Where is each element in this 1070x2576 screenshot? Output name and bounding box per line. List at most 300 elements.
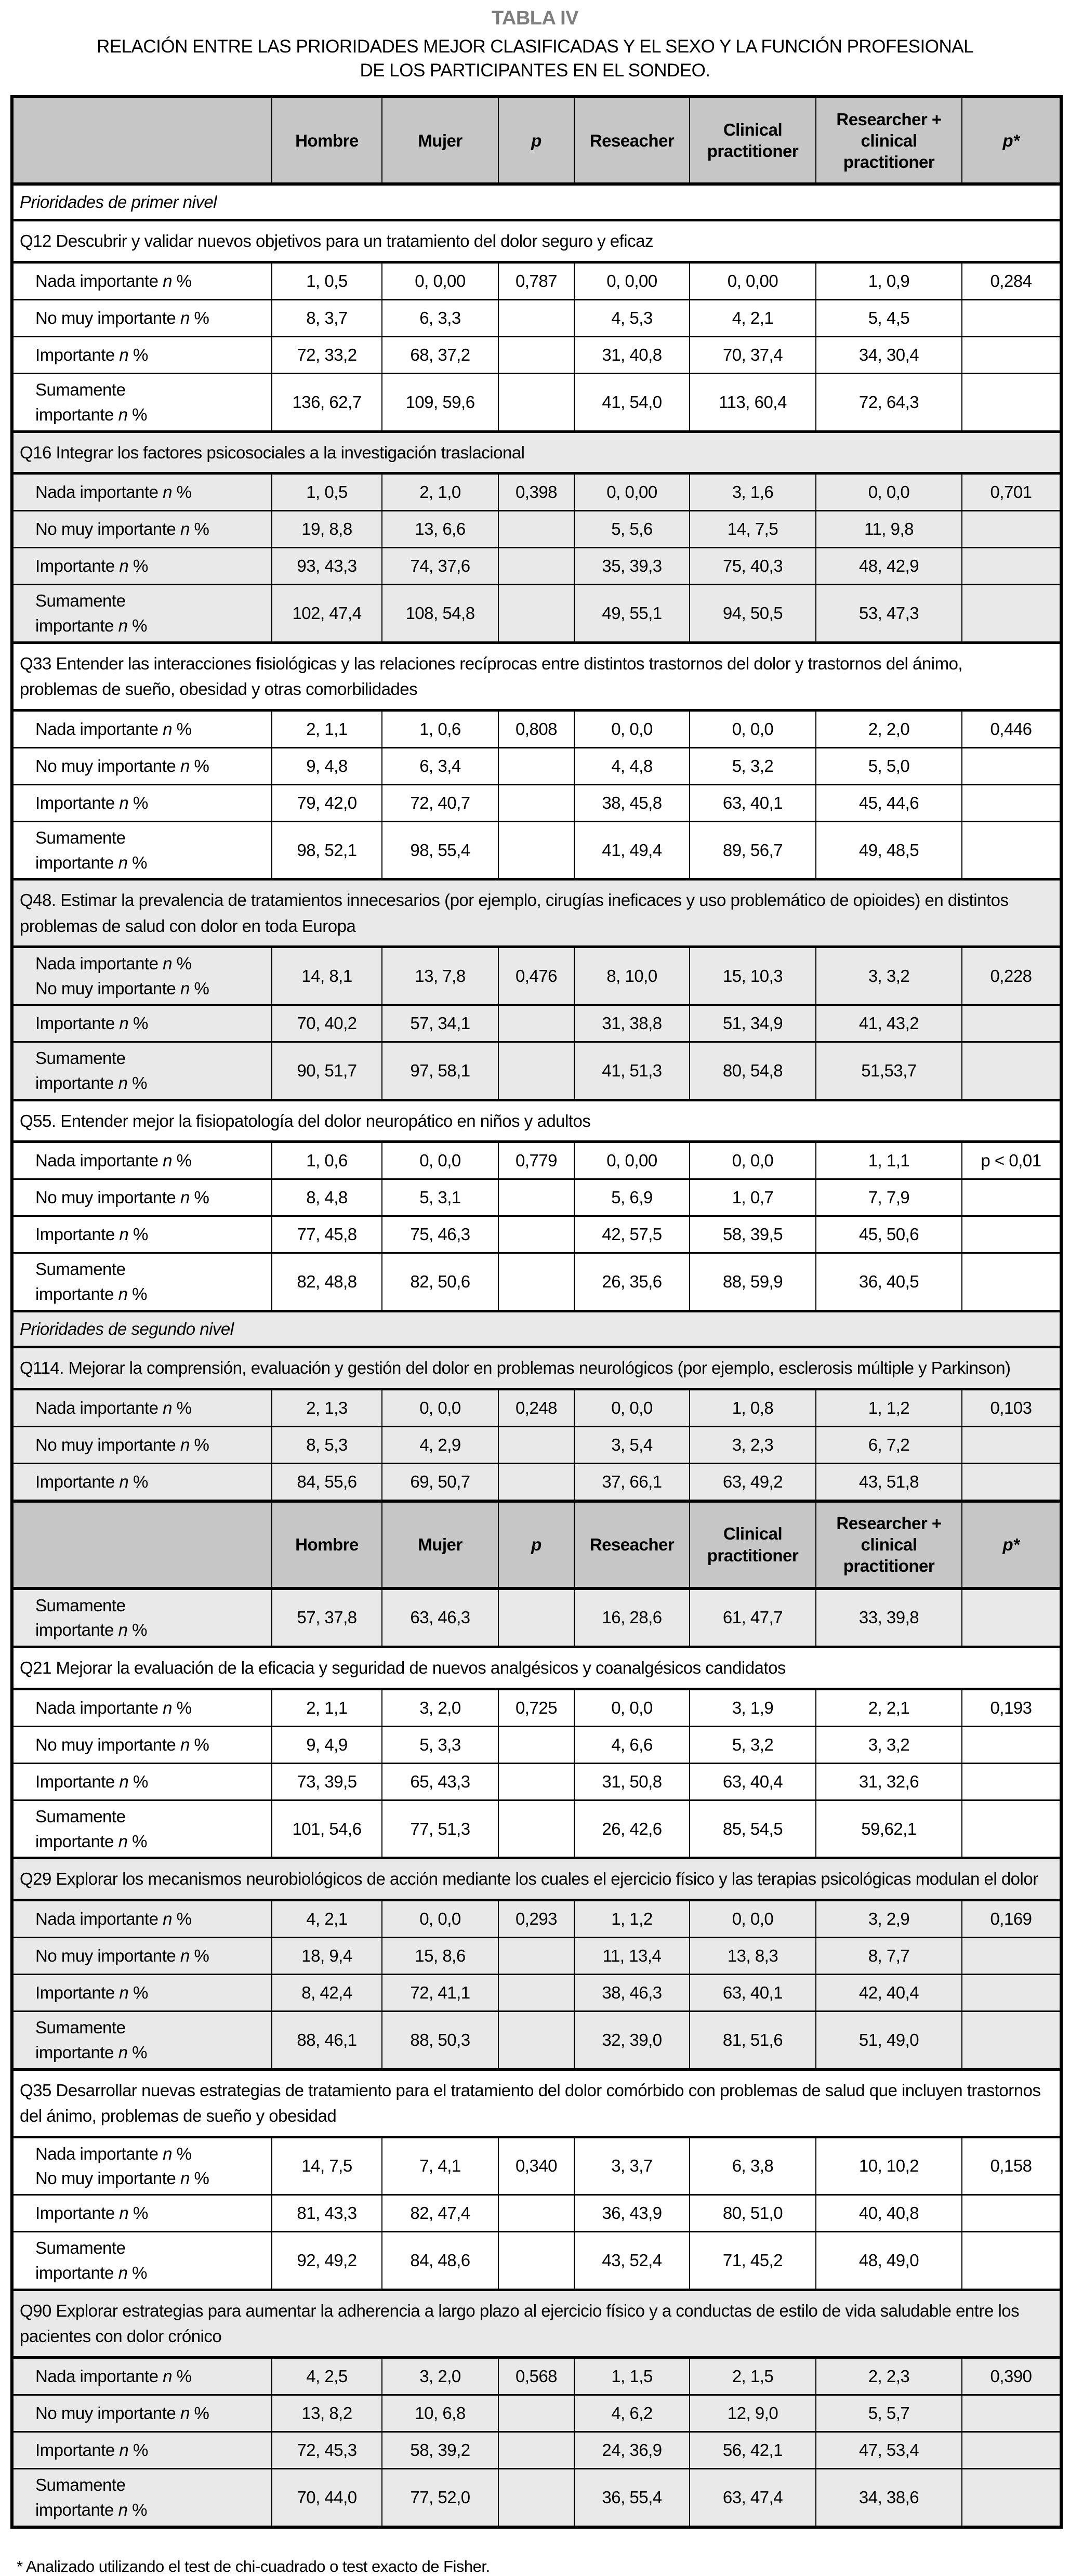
cell-researcher-clinical: 11, 9,8 <box>816 511 962 548</box>
col-header-p: p <box>498 97 574 184</box>
row-label-line: Nada importante n % <box>35 271 192 291</box>
data-row <box>12 710 1061 747</box>
cell-hombre: 1, 0,5 <box>272 262 382 299</box>
row-label-line: Sumamente importante n % <box>35 1806 147 1851</box>
col-header-mujer: Mujer <box>382 1501 498 1588</box>
footnote: * Analizado utilizando el test de chi-cuadrado o test exacto de Fisher. <box>17 2557 490 2575</box>
data-row <box>12 1216 1061 1253</box>
cell-clinical-practitioner: 51, 34,9 <box>690 1005 816 1042</box>
cell-mujer: 5, 3,1 <box>382 1179 498 1216</box>
row-label <box>12 1463 272 1501</box>
cell-reseacher: 36, 43,9 <box>574 2195 690 2232</box>
cell-p <box>498 784 574 821</box>
cell-mujer: 13, 6,6 <box>382 511 498 548</box>
cell-clinical-practitioner: 85, 54,5 <box>690 1800 816 1858</box>
cell-reseacher: 32, 39,0 <box>574 2011 690 2069</box>
cell-researcher-clinical: 1, 1,1 <box>816 1142 962 1179</box>
cell-p-star <box>962 2432 1061 2468</box>
cell-reseacher: 41, 54,0 <box>574 373 690 431</box>
cell-reseacher: 4, 6,6 <box>574 1726 690 1763</box>
cell-p-star <box>962 1588 1061 1647</box>
title-block <box>0 7 1070 83</box>
cell-hombre: 79, 42,0 <box>272 784 382 821</box>
data-row <box>12 2195 1061 2232</box>
question-title: Q90 Explorar estrategias para aumentar la adherencia a largo plazo al ejercicio físico y a conductas de estilo de vida saludable entre los pacientes con dolor crónico <box>12 2290 1061 2357</box>
question-row <box>12 2290 1061 2357</box>
row-label-line: Sumamente importante n % <box>35 2238 147 2283</box>
col-header-researcher-clinical: Researcher + clinical practitioner <box>816 97 962 184</box>
cell-mujer: 88, 50,3 <box>382 2011 498 2069</box>
cell-researcher-clinical: 2, 2,0 <box>816 710 962 747</box>
cell-hombre: 90, 51,7 <box>272 1042 382 1100</box>
cell-researcher-clinical: 53, 47,3 <box>816 585 962 643</box>
data-row <box>12 2357 1061 2395</box>
question-title: Q35 Desarrollar nuevas estrategias de tratamiento para el tratamiento del dolor comórbido con problemas de salud que incluyen trastornos del ánimo, problemas de sueño y obesidad <box>12 2069 1061 2137</box>
cell-p-star <box>962 1005 1061 1042</box>
cell-p <box>498 585 574 643</box>
cell-researcher-clinical: 45, 50,6 <box>816 1216 962 1253</box>
cell-reseacher: 41, 51,3 <box>574 1042 690 1100</box>
cell-reseacher: 31, 50,8 <box>574 1763 690 1800</box>
cell-reseacher: 26, 42,6 <box>574 1800 690 1858</box>
cell-mujer: 1, 0,6 <box>382 710 498 747</box>
cell-clinical-practitioner: 5, 3,2 <box>690 747 816 784</box>
cell-researcher-clinical: 48, 49,0 <box>816 2232 962 2290</box>
cell-clinical-practitioner: 12, 9,0 <box>690 2395 816 2432</box>
cell-reseacher: 0, 0,00 <box>574 262 690 299</box>
cell-hombre: 82, 48,8 <box>272 1253 382 1311</box>
cell-p-star <box>962 1800 1061 1858</box>
cell-p-star <box>962 2195 1061 2232</box>
cell-mujer: 2, 1,0 <box>382 474 498 511</box>
cell-p-star <box>962 511 1061 548</box>
cell-clinical-practitioner: 2, 1,5 <box>690 2357 816 2395</box>
cell-researcher-clinical: 1, 1,2 <box>816 1389 962 1426</box>
cell-p-star: 0,390 <box>962 2357 1061 2395</box>
cell-p-star <box>962 747 1061 784</box>
data-row <box>12 1042 1061 1100</box>
cell-mujer: 97, 58,1 <box>382 1042 498 1100</box>
cell-p-star <box>962 2468 1061 2527</box>
data-row <box>12 1253 1061 1311</box>
row-label <box>12 585 272 643</box>
cell-mujer: 57, 34,1 <box>382 1005 498 1042</box>
cell-clinical-practitioner: 88, 59,9 <box>690 1253 816 1311</box>
cell-researcher-clinical: 6, 7,2 <box>816 1426 962 1463</box>
data-row <box>12 1726 1061 1763</box>
cell-p <box>498 373 574 431</box>
cell-p: 0,248 <box>498 1389 574 1426</box>
cell-p-star <box>962 585 1061 643</box>
header-row <box>12 1501 1061 1588</box>
data-row <box>12 2395 1061 2432</box>
row-label-line: No muy importante n % <box>35 2403 209 2423</box>
cell-clinical-practitioner: 15, 10,3 <box>690 947 816 1005</box>
cell-p-star <box>962 2395 1061 2432</box>
cell-p <box>498 2395 574 2432</box>
row-label-line: No muy importante n % <box>35 308 209 327</box>
cell-hombre: 14, 8,1 <box>272 947 382 1005</box>
cell-clinical-practitioner: 80, 54,8 <box>690 1042 816 1100</box>
cell-reseacher: 41, 49,4 <box>574 821 690 879</box>
row-label <box>12 1974 272 2011</box>
cell-researcher-clinical: 40, 40,8 <box>816 2195 962 2232</box>
row-label <box>12 1763 272 1800</box>
question-row <box>12 1100 1061 1142</box>
question-title: Q114. Mejorar la comprensión, evaluación y gestión del dolor en problemas neurológicos (por ejemplo, esclerosis múltiple y Parkinson) <box>12 1347 1061 1389</box>
cell-p <box>498 2232 574 2290</box>
cell-p-star: 0,103 <box>962 1389 1061 1426</box>
col-header-empty <box>12 1501 272 1588</box>
row-label-line: Importante n % <box>35 1471 148 1491</box>
data-row <box>12 511 1061 548</box>
row-label <box>12 511 272 548</box>
cell-hombre: 8, 3,7 <box>272 299 382 336</box>
section-title: Prioridades de primer nivel <box>12 184 1061 220</box>
col-header-researcher-clinical: Researcher + clinical practitioner <box>816 1501 962 1588</box>
cell-reseacher: 36, 55,4 <box>574 2468 690 2527</box>
cell-clinical-practitioner: 14, 7,5 <box>690 511 816 548</box>
row-label-line: No muy importante n % <box>35 1435 209 1454</box>
cell-mujer: 74, 37,6 <box>382 548 498 585</box>
row-label <box>12 710 272 747</box>
cell-hombre: 72, 33,2 <box>272 336 382 373</box>
cell-clinical-practitioner: 89, 56,7 <box>690 821 816 879</box>
cell-hombre: 102, 47,4 <box>272 585 382 643</box>
row-label-line: Nada importante n % <box>35 2144 192 2163</box>
cell-p: 0,808 <box>498 710 574 747</box>
cell-hombre: 9, 4,9 <box>272 1726 382 1763</box>
cell-clinical-practitioner: 0, 0,0 <box>690 710 816 747</box>
cell-mujer: 98, 55,4 <box>382 821 498 879</box>
cell-mujer: 6, 3,3 <box>382 299 498 336</box>
col-header-hombre: Hombre <box>272 97 382 184</box>
cell-researcher-clinical: 72, 64,3 <box>816 373 962 431</box>
cell-clinical-practitioner: 1, 0,7 <box>690 1179 816 1216</box>
cell-researcher-clinical: 59,62,1 <box>816 1800 962 1858</box>
section-row <box>12 184 1061 220</box>
cell-p <box>498 2011 574 2069</box>
question-row <box>12 2069 1061 2137</box>
cell-clinical-practitioner: 0, 0,0 <box>690 1142 816 1179</box>
cell-clinical-practitioner: 0, 0,00 <box>690 262 816 299</box>
cell-hombre: 73, 39,5 <box>272 1763 382 1800</box>
cell-mujer: 58, 39,2 <box>382 2432 498 2468</box>
col-header-p-star: p* <box>962 97 1061 184</box>
cell-p <box>498 2195 574 2232</box>
cell-reseacher: 5, 5,6 <box>574 511 690 548</box>
row-label <box>12 2357 272 2395</box>
cell-reseacher: 38, 46,3 <box>574 1974 690 2011</box>
cell-clinical-practitioner: 113, 60,4 <box>690 373 816 431</box>
cell-hombre: 2, 1,1 <box>272 1689 382 1726</box>
cell-reseacher: 4, 6,2 <box>574 2395 690 2432</box>
cell-mujer: 3, 2,0 <box>382 2357 498 2395</box>
row-label-line: No muy importante n % <box>35 979 209 998</box>
cell-clinical-practitioner: 56, 42,1 <box>690 2432 816 2468</box>
cell-p-star: 0,228 <box>962 947 1061 1005</box>
row-label-line: Sumamente importante n % <box>35 1595 147 1640</box>
row-label <box>12 2432 272 2468</box>
cell-mujer: 108, 54,8 <box>382 585 498 643</box>
cell-clinical-practitioner: 75, 40,3 <box>690 548 816 585</box>
data-row <box>12 1179 1061 1216</box>
cell-researcher-clinical: 10, 10,2 <box>816 2137 962 2195</box>
section-row <box>12 1311 1061 1347</box>
cell-p-star: 0,701 <box>962 474 1061 511</box>
cell-p <box>498 1253 574 1311</box>
cell-hombre: 4, 2,1 <box>272 1900 382 1937</box>
question-title: Q55. Entender mejor la fisiopatología del dolor neuropático en niños y adultos <box>12 1100 1061 1142</box>
data-row <box>12 2468 1061 2527</box>
col-header-mujer: Mujer <box>382 97 498 184</box>
cell-researcher-clinical: 49, 48,5 <box>816 821 962 879</box>
cell-p-star: 0,169 <box>962 1900 1061 1937</box>
cell-mujer: 0, 0,0 <box>382 1900 498 1937</box>
row-label <box>12 1216 272 1253</box>
cell-p <box>498 511 574 548</box>
cell-hombre: 1, 0,6 <box>272 1142 382 1179</box>
col-header-clinical-practitioner: Clinical practitioner <box>690 97 816 184</box>
cell-researcher-clinical: 5, 5,0 <box>816 747 962 784</box>
row-label <box>12 2468 272 2527</box>
cell-p-star: 0,446 <box>962 710 1061 747</box>
cell-reseacher: 31, 40,8 <box>574 336 690 373</box>
cell-mujer: 15, 8,6 <box>382 1937 498 1974</box>
cell-clinical-practitioner: 61, 47,7 <box>690 1588 816 1647</box>
cell-p: 0,293 <box>498 1900 574 1937</box>
row-label <box>12 1426 272 1463</box>
row-label-line: Sumamente importante n % <box>35 591 147 635</box>
cell-p-star: 0,193 <box>962 1689 1061 1726</box>
cell-clinical-practitioner: 63, 40,1 <box>690 1974 816 2011</box>
cell-p-star <box>962 1253 1061 1311</box>
cell-p <box>498 2432 574 2468</box>
cell-hombre: 72, 45,3 <box>272 2432 382 2468</box>
cell-p <box>498 2468 574 2527</box>
cell-mujer: 63, 46,3 <box>382 1588 498 1647</box>
cell-researcher-clinical: 43, 51,8 <box>816 1463 962 1501</box>
row-label <box>12 1726 272 1763</box>
cell-hombre: 2, 1,1 <box>272 710 382 747</box>
cell-p-star <box>962 1937 1061 1974</box>
data-row <box>12 2232 1061 2290</box>
row-label-line: No muy importante n % <box>35 1734 209 1754</box>
col-header-reseacher: Reseacher <box>574 97 690 184</box>
cell-mujer: 82, 47,4 <box>382 2195 498 2232</box>
data-row <box>12 336 1061 373</box>
cell-p <box>498 1005 574 1042</box>
cell-p <box>498 1179 574 1216</box>
row-label <box>12 1179 272 1216</box>
question-row <box>12 1347 1061 1389</box>
question-title: Q29 Explorar los mecanismos neurobiológicos de acción mediante los cuales el ejercicio físico y las terapias psicológicas modulan el dolor <box>12 1858 1061 1900</box>
cell-researcher-clinical: 33, 39,8 <box>816 1588 962 1647</box>
cell-p-star <box>962 1463 1061 1501</box>
data-row <box>12 585 1061 643</box>
header-row <box>12 97 1061 184</box>
question-title: Q33 Entender las interacciones fisiológicas y las relaciones recíprocas entre distintos trastornos del dolor y trastornos del ánimo, problemas de sueño, obesidad y otras comorbilidades <box>12 642 1061 710</box>
cell-mujer: 0, 0,0 <box>382 1389 498 1426</box>
cell-hombre: 57, 37,8 <box>272 1588 382 1647</box>
question-title: Q16 Integrar los factores psicosociales a la investigación traslacional <box>12 431 1061 474</box>
cell-reseacher: 49, 55,1 <box>574 585 690 643</box>
data-row <box>12 1900 1061 1937</box>
data-row <box>12 821 1061 879</box>
cell-clinical-practitioner: 63, 49,2 <box>690 1463 816 1501</box>
cell-reseacher: 1, 1,2 <box>574 1900 690 1937</box>
results-table <box>10 95 1063 2528</box>
cell-researcher-clinical: 3, 3,2 <box>816 947 962 1005</box>
cell-p <box>498 548 574 585</box>
cell-researcher-clinical: 8, 7,7 <box>816 1937 962 1974</box>
row-label <box>12 1937 272 1974</box>
cell-researcher-clinical: 3, 3,2 <box>816 1726 962 1763</box>
row-label <box>12 2011 272 2069</box>
row-label-line: Importante n % <box>35 2440 148 2460</box>
cell-mujer: 5, 3,3 <box>382 1726 498 1763</box>
cell-researcher-clinical: 41, 43,2 <box>816 1005 962 1042</box>
data-row <box>12 548 1061 585</box>
col-header-p-star: p* <box>962 1501 1061 1588</box>
row-label-line: No muy importante n % <box>35 1188 209 1207</box>
cell-clinical-practitioner: 1, 0,8 <box>690 1389 816 1426</box>
cell-clinical-practitioner: 3, 1,6 <box>690 474 816 511</box>
cell-clinical-practitioner: 71, 45,2 <box>690 2232 816 2290</box>
cell-mujer: 0, 0,0 <box>382 1142 498 1179</box>
cell-p-star <box>962 1763 1061 1800</box>
cell-hombre: 70, 40,2 <box>272 1005 382 1042</box>
cell-p <box>498 336 574 373</box>
data-row <box>12 1389 1061 1426</box>
cell-p <box>498 1042 574 1100</box>
cell-hombre: 1, 0,5 <box>272 474 382 511</box>
cell-p-star: 0,158 <box>962 2137 1061 2195</box>
cell-p <box>498 1588 574 1647</box>
row-label <box>12 1689 272 1726</box>
row-label-line: Sumamente importante n % <box>35 1259 147 1304</box>
cell-researcher-clinical: 0, 0,0 <box>816 474 962 511</box>
col-header-empty <box>12 97 272 184</box>
cell-reseacher: 1, 1,5 <box>574 2357 690 2395</box>
cell-hombre: 84, 55,6 <box>272 1463 382 1501</box>
cell-hombre: 8, 5,3 <box>272 1426 382 1463</box>
cell-reseacher: 31, 38,8 <box>574 1005 690 1042</box>
cell-clinical-practitioner: 63, 40,1 <box>690 784 816 821</box>
row-label-line: Nada importante n % <box>35 2367 192 2386</box>
cell-mujer: 10, 6,8 <box>382 2395 498 2432</box>
row-label <box>12 373 272 431</box>
data-row <box>12 1763 1061 1800</box>
data-row <box>12 1426 1061 1463</box>
question-row <box>12 220 1061 262</box>
row-label-line: Nada importante n % <box>35 719 192 739</box>
cell-p-star <box>962 1042 1061 1100</box>
row-label-line: Importante n % <box>35 1225 148 1244</box>
cell-clinical-practitioner: 4, 2,1 <box>690 299 816 336</box>
question-row <box>12 1647 1061 1689</box>
cell-hombre: 14, 7,5 <box>272 2137 382 2195</box>
cell-reseacher: 0, 0,00 <box>574 474 690 511</box>
section-title: Prioridades de segundo nivel <box>12 1311 1061 1347</box>
row-label <box>12 947 272 1005</box>
cell-mujer: 13, 7,8 <box>382 947 498 1005</box>
cell-reseacher: 8, 10,0 <box>574 947 690 1005</box>
col-header-reseacher: Reseacher <box>574 1501 690 1588</box>
data-row <box>12 1689 1061 1726</box>
cell-p-star <box>962 1974 1061 2011</box>
cell-p <box>498 1800 574 1858</box>
data-row <box>12 2432 1061 2468</box>
cell-researcher-clinical: 34, 30,4 <box>816 336 962 373</box>
cell-p <box>498 1463 574 1501</box>
cell-mujer: 7, 4,1 <box>382 2137 498 2195</box>
cell-hombre: 88, 46,1 <box>272 2011 382 2069</box>
row-label-line: Nada importante n % <box>35 1398 192 1417</box>
row-label <box>12 1005 272 1042</box>
cell-clinical-practitioner: 80, 51,0 <box>690 2195 816 2232</box>
row-label-line: Sumamente importante n % <box>35 1048 147 1093</box>
cell-clinical-practitioner: 5, 3,2 <box>690 1726 816 1763</box>
cell-researcher-clinical: 2, 2,3 <box>816 2357 962 2395</box>
cell-p: 0,398 <box>498 474 574 511</box>
row-label-line: Sumamente importante n % <box>35 379 147 424</box>
cell-mujer: 69, 50,7 <box>382 1463 498 1501</box>
cell-clinical-practitioner: 94, 50,5 <box>690 585 816 643</box>
cell-p: 0,779 <box>498 1142 574 1179</box>
data-row <box>12 784 1061 821</box>
cell-hombre: 8, 4,8 <box>272 1179 382 1216</box>
cell-mujer: 72, 41,1 <box>382 1974 498 2011</box>
row-label-line: Sumamente importante n % <box>35 2475 147 2519</box>
data-row <box>12 947 1061 1005</box>
cell-hombre: 98, 52,1 <box>272 821 382 879</box>
row-label <box>12 2195 272 2232</box>
cell-mujer: 3, 2,0 <box>382 1689 498 1726</box>
row-label-line: Nada importante n % <box>35 1698 192 1717</box>
row-label <box>12 821 272 879</box>
row-label <box>12 1900 272 1937</box>
cell-hombre: 9, 4,8 <box>272 747 382 784</box>
cell-mujer: 0, 0,00 <box>382 262 498 299</box>
row-label <box>12 2395 272 2432</box>
row-label <box>12 474 272 511</box>
question-row <box>12 431 1061 474</box>
row-label-line: Sumamente importante n % <box>35 2017 147 2062</box>
cell-mujer: 77, 51,3 <box>382 1800 498 1858</box>
cell-clinical-practitioner: 58, 39,5 <box>690 1216 816 1253</box>
cell-p-star: 0,284 <box>962 262 1061 299</box>
cell-mujer: 109, 59,6 <box>382 373 498 431</box>
cell-mujer: 84, 48,6 <box>382 2232 498 2290</box>
cell-hombre: 92, 49,2 <box>272 2232 382 2290</box>
cell-p-star <box>962 821 1061 879</box>
cell-p: 0,787 <box>498 262 574 299</box>
row-label <box>12 1588 272 1647</box>
cell-mujer: 68, 37,2 <box>382 336 498 373</box>
row-label-line: Importante n % <box>35 2203 148 2223</box>
cell-p <box>498 1426 574 1463</box>
cell-mujer: 72, 40,7 <box>382 784 498 821</box>
cell-researcher-clinical: 42, 40,4 <box>816 1974 962 2011</box>
cell-researcher-clinical: 7, 7,9 <box>816 1179 962 1216</box>
cell-mujer: 6, 3,4 <box>382 747 498 784</box>
question-title: Q48. Estimar la prevalencia de tratamientos innecesarios (por ejemplo, cirugías ineficaces y uso problemático de opioides) en distintos problemas de salud con dolor en toda Europa <box>12 879 1061 947</box>
cell-p-star <box>962 373 1061 431</box>
row-label-line: Nada importante n % <box>35 1909 192 1928</box>
data-row <box>12 1463 1061 1501</box>
row-label <box>12 2137 272 2195</box>
